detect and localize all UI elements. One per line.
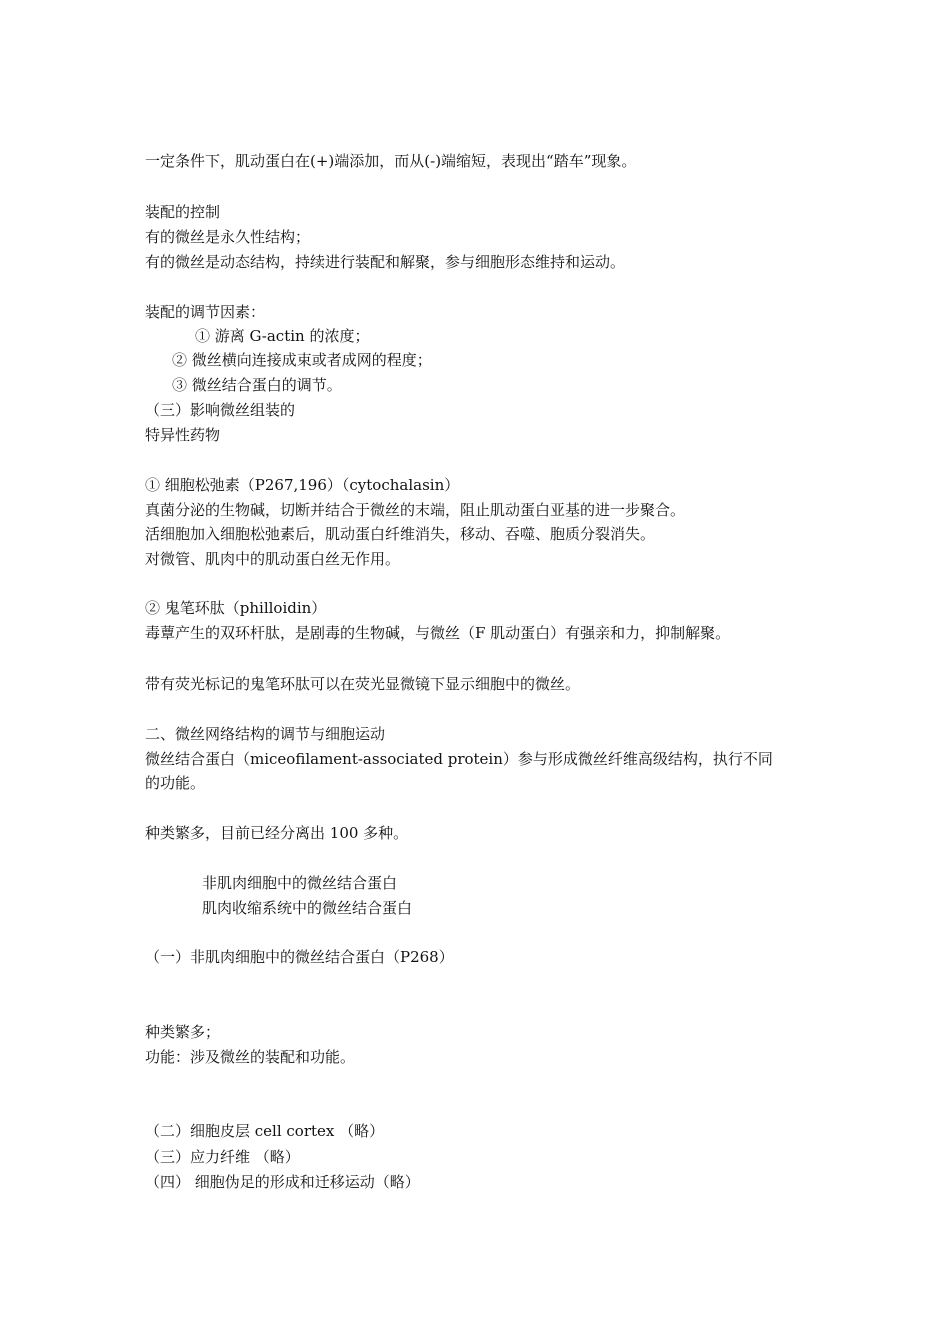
paragraph-cytochalasin-effect: 活细胞加入细胞松弛素后，肌动蛋白纤维消失，移动、吞噬、胞质分裂消失。 bbox=[145, 525, 656, 543]
heading-cell-cortex: （二）细胞皮层 cell cortex （略） bbox=[145, 1122, 385, 1140]
list-item-g-actin: ① 游离 G-actin 的浓度； bbox=[195, 327, 370, 345]
heading-phalloidin: ② 鬼笔环肽（philloidin） bbox=[145, 599, 327, 617]
paragraph-many-types: 种类繁多，目前已经分离出 100 多种。 bbox=[145, 824, 409, 842]
list-item-binding-protein: ③ 微丝结合蛋白的调节。 bbox=[172, 376, 342, 394]
heading-regulatory-factors: 装配的调节因素： bbox=[145, 303, 266, 321]
paragraph-many-types-short: 种类繁多； bbox=[145, 1023, 221, 1041]
paragraph-binding-protein-intro: 微丝结合蛋白（miceofilament-associated protein）参与形成微丝纤维高级结构，执行不同 bbox=[145, 750, 773, 768]
paragraph-permanent-structure: 有的微丝是永久性结构； bbox=[145, 228, 311, 246]
paragraph-phalloidin-fluorescence: 带有荧光标记的鬼笔环肽可以在荧光显微镜下显示细胞中的微丝。 bbox=[145, 675, 581, 693]
paragraph-phalloidin-source: 毒蕈产生的双环杆肽，是剧毒的生物碱，与微丝（F 肌动蛋白）有强亲和力，抑制解聚。 bbox=[145, 624, 731, 642]
heading-section-two: 二、微丝网络结构的调节与细胞运动 bbox=[145, 725, 386, 743]
heading-stress-fibers: （三）应力纤维 （略） bbox=[145, 1148, 300, 1166]
heading-specific-drugs: 特异性药物 bbox=[145, 426, 221, 444]
heading-pseudopod-migration: （四） 细胞伪足的形成和迁移运动（略） bbox=[145, 1173, 420, 1191]
paragraph-cytochalasin-no-effect: 对微管、肌肉中的肌动蛋白丝无作用。 bbox=[145, 550, 401, 568]
list-item-muscle: 肌肉收缩系统中的微丝结合蛋白 bbox=[202, 899, 413, 917]
list-item-crosslinking: ② 微丝横向连接成束或者成网的程度； bbox=[172, 351, 432, 369]
list-item-non-muscle: 非肌肉细胞中的微丝结合蛋白 bbox=[202, 874, 398, 892]
heading-assembly-control: 装配的控制 bbox=[145, 203, 221, 221]
paragraph-treadmilling: 一定条件下，肌动蛋白在(+)端添加，而从(-)端缩短，表现出“踏车”现象。 bbox=[145, 152, 637, 170]
heading-affecting-assembly: （三）影响微丝组装的 bbox=[145, 401, 296, 419]
paragraph-dynamic-structure: 有的微丝是动态结构，持续进行装配和解聚，参与细胞形态维持和运动。 bbox=[145, 253, 626, 271]
paragraph-binding-protein-intro-cont: 的功能。 bbox=[145, 774, 206, 792]
paragraph-cytochalasin-source: 真菌分泌的生物碱，切断并结合于微丝的末端，阻止肌动蛋白亚基的进一步聚合。 bbox=[145, 501, 686, 519]
paragraph-function: 功能：涉及微丝的装配和功能。 bbox=[145, 1048, 356, 1066]
heading-non-muscle-binding: （一）非肌肉细胞中的微丝结合蛋白（P268） bbox=[145, 948, 454, 966]
heading-cytochalasin: ① 细胞松弛素（P267,196）（cytochalasin） bbox=[145, 476, 460, 494]
